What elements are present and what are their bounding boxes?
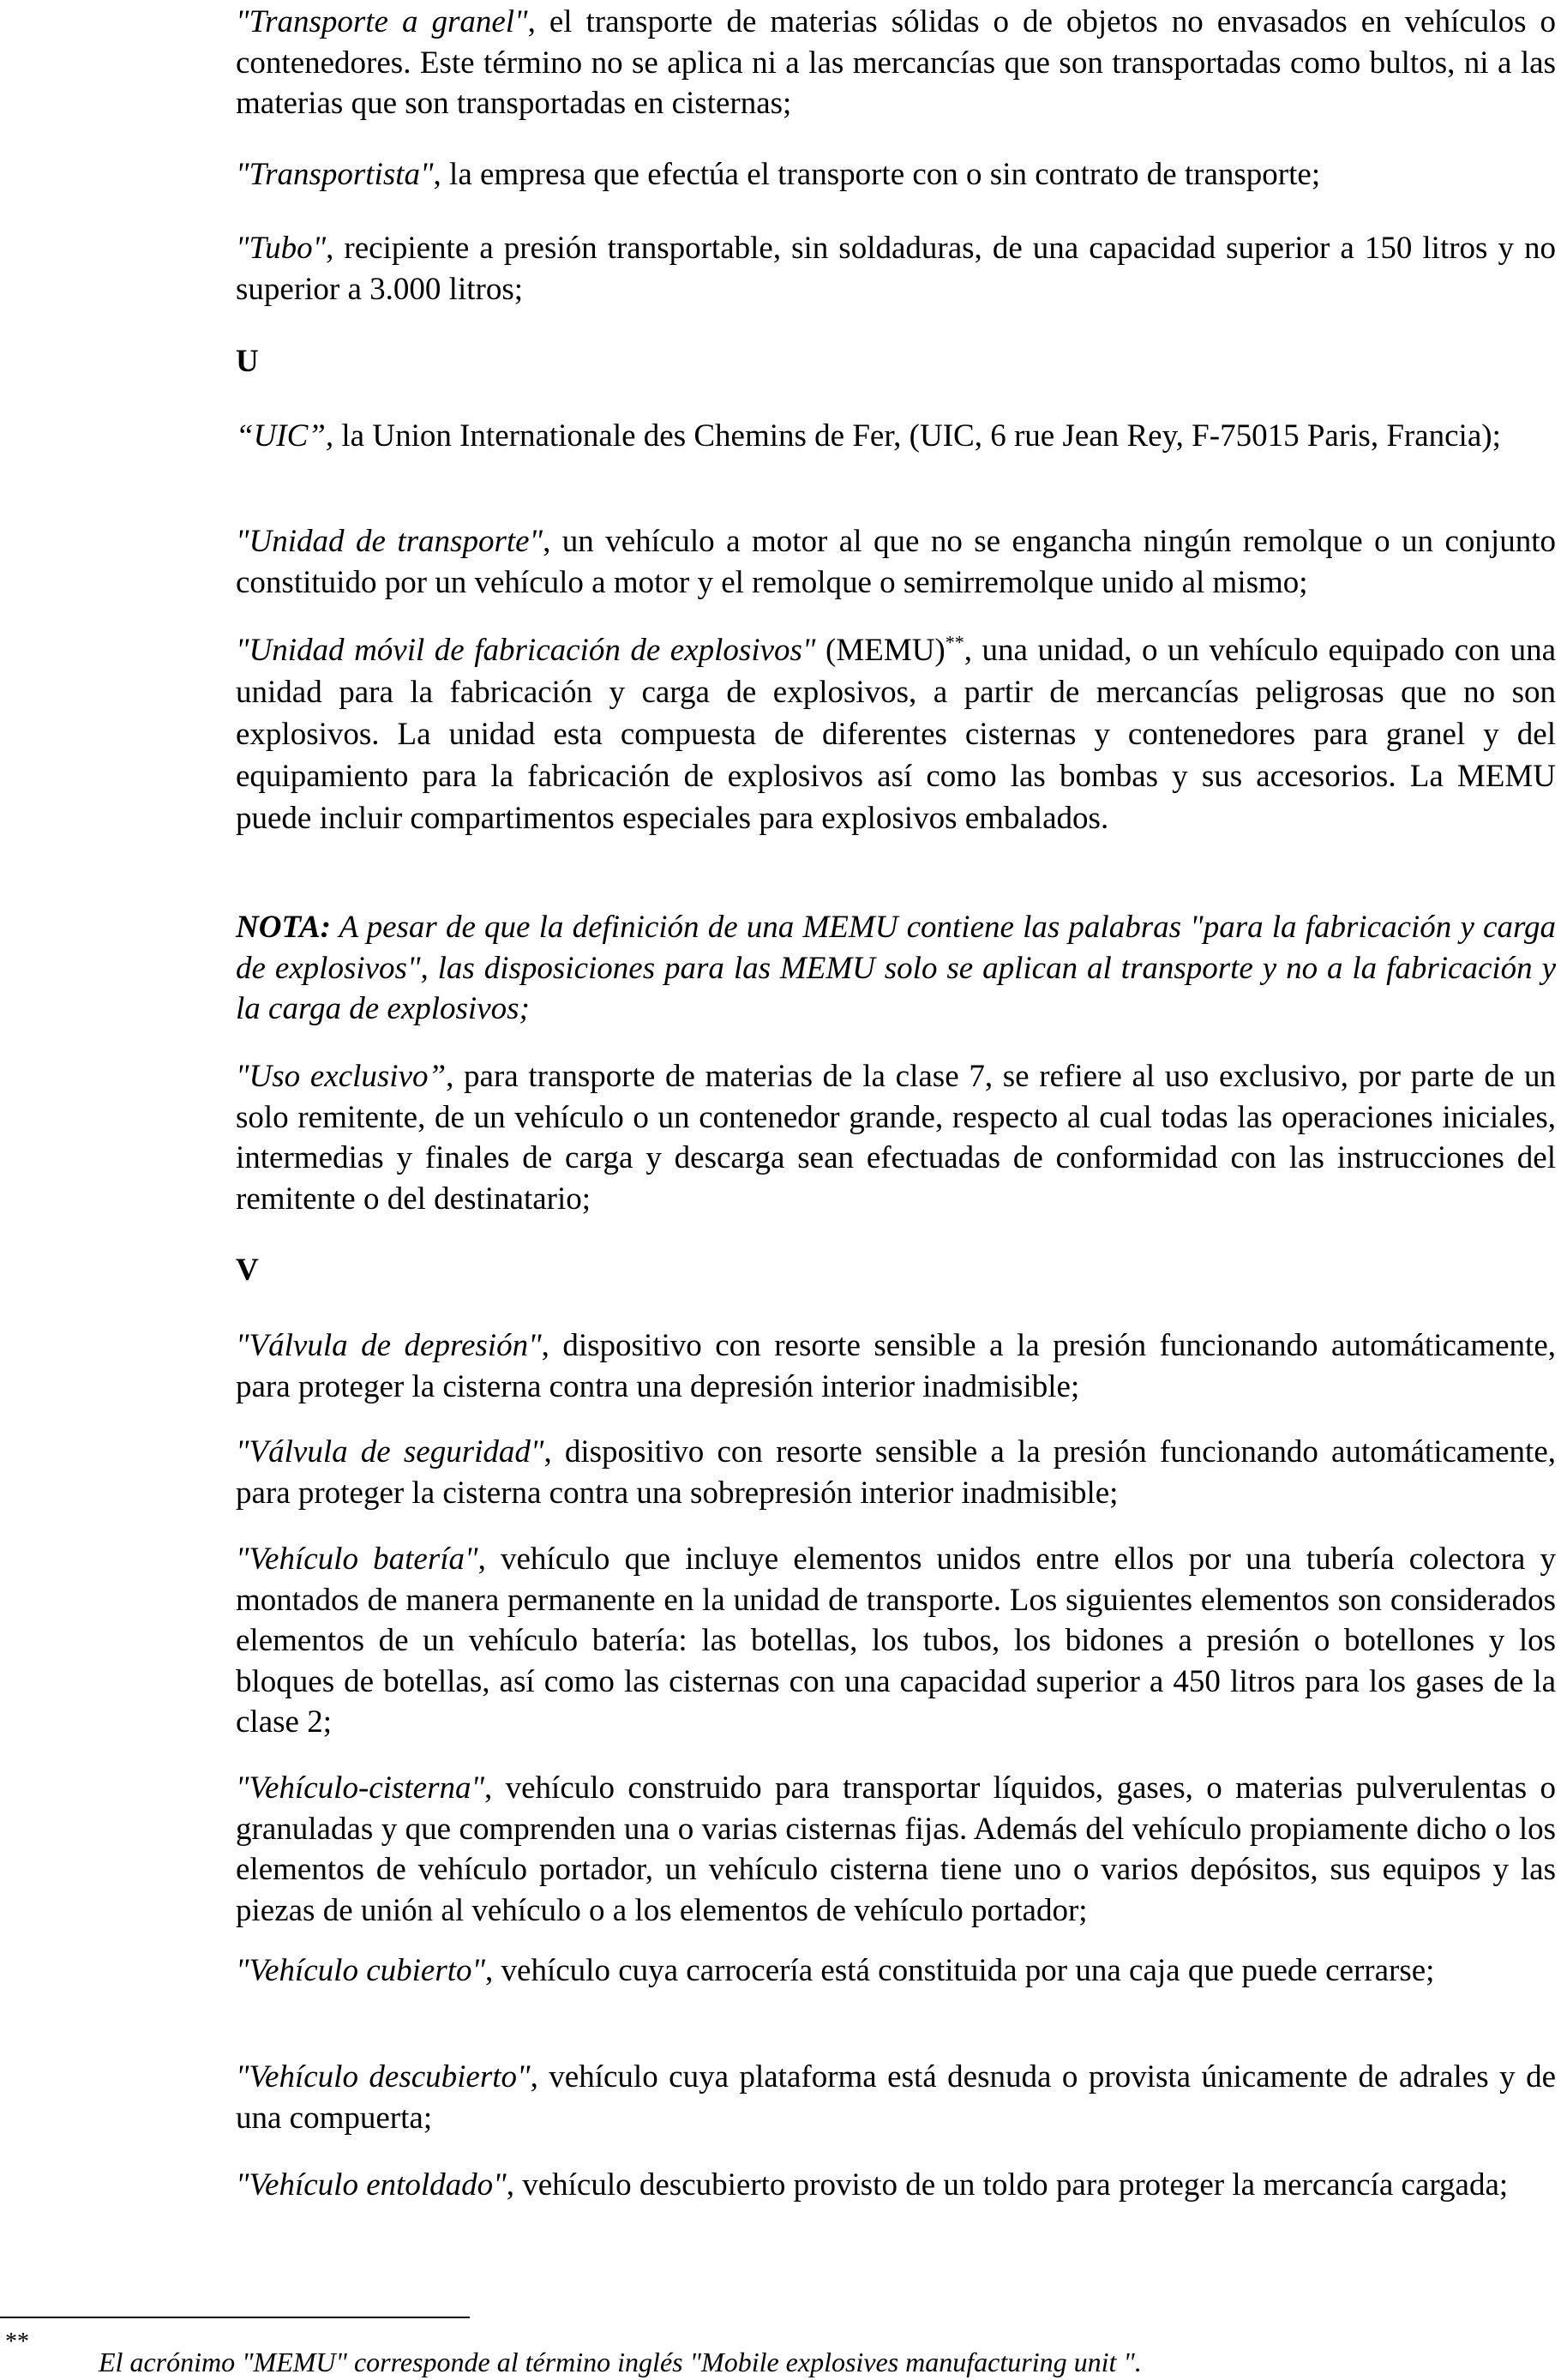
footnote-mark: ** <box>5 2329 29 2355</box>
definition-term: "Vehículo batería" <box>236 1542 478 1577</box>
footnote-reference: ** <box>945 631 964 653</box>
definition-text: , vehículo cuya plataforma está desnuda o provista únicamente de adrales y de una compuerta; <box>236 2059 1557 2136</box>
definition-text: la Union Internationale des Chemins de Fer, (UIC, 6 rue Jean Rey, F-75015 Paris, Francia); <box>333 418 1501 454</box>
definition-term: "Transportista" <box>236 157 434 192</box>
definition-text: , recipiente a presión transportable, sin soldaduras, de una capacidad superior a 150 litros y no superior a 3.000 litros; <box>236 231 1556 307</box>
definition-vehiculo-bateria <box>236 1539 1556 1743</box>
definition-term: "Válvula de seguridad" <box>236 1434 544 1469</box>
definition-term: "Vehículo-cisterna" <box>236 1770 485 1806</box>
definition-term: "Tubo" <box>236 231 327 266</box>
definition-vehiculo-cubierto <box>236 1950 1556 1992</box>
nota-text: A pesar de que la definición de una MEMU contiene las palabras "para la fabricación y carga de explosivos", las disposiciones para las MEMU solo se aplican al transporte y no a la fabricación y la carga de explosivos; <box>236 910 1556 1026</box>
definition-text: , la empresa que efectúa el transporte con o sin contrato de transporte; <box>433 157 1321 192</box>
definition-vehiculo-cisterna <box>236 1768 1556 1931</box>
nota-memu <box>236 907 1556 1030</box>
definition-text: , dispositivo con resorte sensible a la presión funcionando automáticamente, para proteger la cisterna contra una depresión interior inadmisible; <box>236 1328 1556 1404</box>
definition-transporte-a-granel <box>236 2 1556 124</box>
definition-term: "Vehículo cubierto" <box>236 1953 486 1988</box>
definition-text: , dispositivo con resorte sensible a la presión funcionando automáticamente, para proteger la cisterna contra una sobrepresión interior inadmisible; <box>236 1434 1556 1511</box>
nota-label: NOTA: <box>236 910 331 945</box>
definition-text: , vehículo cuya carrocería está constituida por una caja que puede cerrarse; <box>485 1953 1435 1988</box>
definition-text: , vehículo descubierto provisto de un toldo para proteger la mercancía cargada; <box>506 2167 1509 2203</box>
definition-valvula-de-seguridad <box>236 1432 1556 1513</box>
definition-vehiculo-entoldado <box>236 2165 1556 2206</box>
definition-term: "Transporte a granel" <box>236 4 528 39</box>
section-letter-v: V <box>236 1253 259 1288</box>
footnote-separator <box>0 2317 470 2318</box>
definition-term: "Unidad de transporte" <box>236 524 543 559</box>
definition-text: , vehículo que incluye elementos unidos entre ellos por una tubería colectora y montados de manera permanente en la unidad de transporte. Los siguientes elementos son considerados elementos de un vehículo batería: las botellas, los tubos, los bidones a presión o botellones y los bloques de botellas, así como las cisternas con una capacidad superior a 450 litros para los gases de la clase 2; <box>236 1542 1557 1740</box>
definition-text: , una unidad, o un vehículo equipado con una unidad para la fabricación y carga de explosivos, a partir de mercancías peligrosas que no son explosivos. La unidad esta compuesta de diferentes cisternas y contenedores para granel y del equipamiento para la fabricación de explosivos así como las bombas y sus accesorios. La MEMU puede incluir compartimentos especiales para explosivos embalados. <box>236 633 1556 836</box>
definition-term: “UIC”, <box>236 418 334 454</box>
definition-term: "Vehículo descubierto" <box>236 2059 531 2095</box>
definition-term: "Unidad móvil de fabricación de explosivos" <box>236 633 816 668</box>
definition-uic <box>236 416 1556 457</box>
footnote-text: El acrónimo "MEMU" corresponde al término inglés "Mobile explosives manufacturing unit ". <box>99 2347 1142 2377</box>
definition-text: , un vehículo a motor al que no se engancha ningún remolque o un conjunto constituido por un vehículo a motor y el remolque o semirremolque unido al mismo; <box>236 524 1556 600</box>
definition-text: , el transporte de materias sólidas o de objetos no envasados en vehículos o contenedores. Este término no se aplica ni a las mercancías que son transportadas como bultos, ni a las materias que son transportadas en cisternas; <box>236 4 1556 121</box>
definition-text: , vehículo construido para transportar líquidos, gases, o materias pulverulentas o granuladas y que comprenden una o varias cisternas fijas. Además del vehículo propiamente dicho o los elementos de vehículo portador, un vehículo cisterna tiene uno o varios depósitos, sus equipos y las piezas de unión al vehículo o a los elementos de vehículo portador; <box>236 1770 1556 1928</box>
definition-term: "Uso exclusivo” <box>236 1059 447 1094</box>
definition-uso-exclusivo <box>236 1056 1556 1219</box>
definition-tubo <box>236 228 1556 310</box>
definition-term: "Vehículo entoldado" <box>236 2167 507 2203</box>
definition-vehiculo-descubierto <box>236 2057 1556 2138</box>
definition-text-before: (MEMU) <box>815 633 946 668</box>
section-letter-u: U <box>236 344 259 379</box>
definition-term: "Válvula de depresión" <box>236 1328 542 1363</box>
definition-transportista <box>236 154 1556 195</box>
definition-valvula-de-depresion <box>236 1325 1556 1407</box>
definition-memu <box>236 629 1556 839</box>
definition-unidad-de-transporte <box>236 521 1556 603</box>
definition-text: , para transporte de materias de la clase 7, se refiere al uso exclusivo, por parte de un solo remitente, de un vehículo o un contenedor grande, respecto al cual todas las operaciones iniciales, intermedias y finales de carga y descarga sean efectuadas de conformidad con las instrucciones del remitente o del destinatario; <box>236 1059 1556 1217</box>
